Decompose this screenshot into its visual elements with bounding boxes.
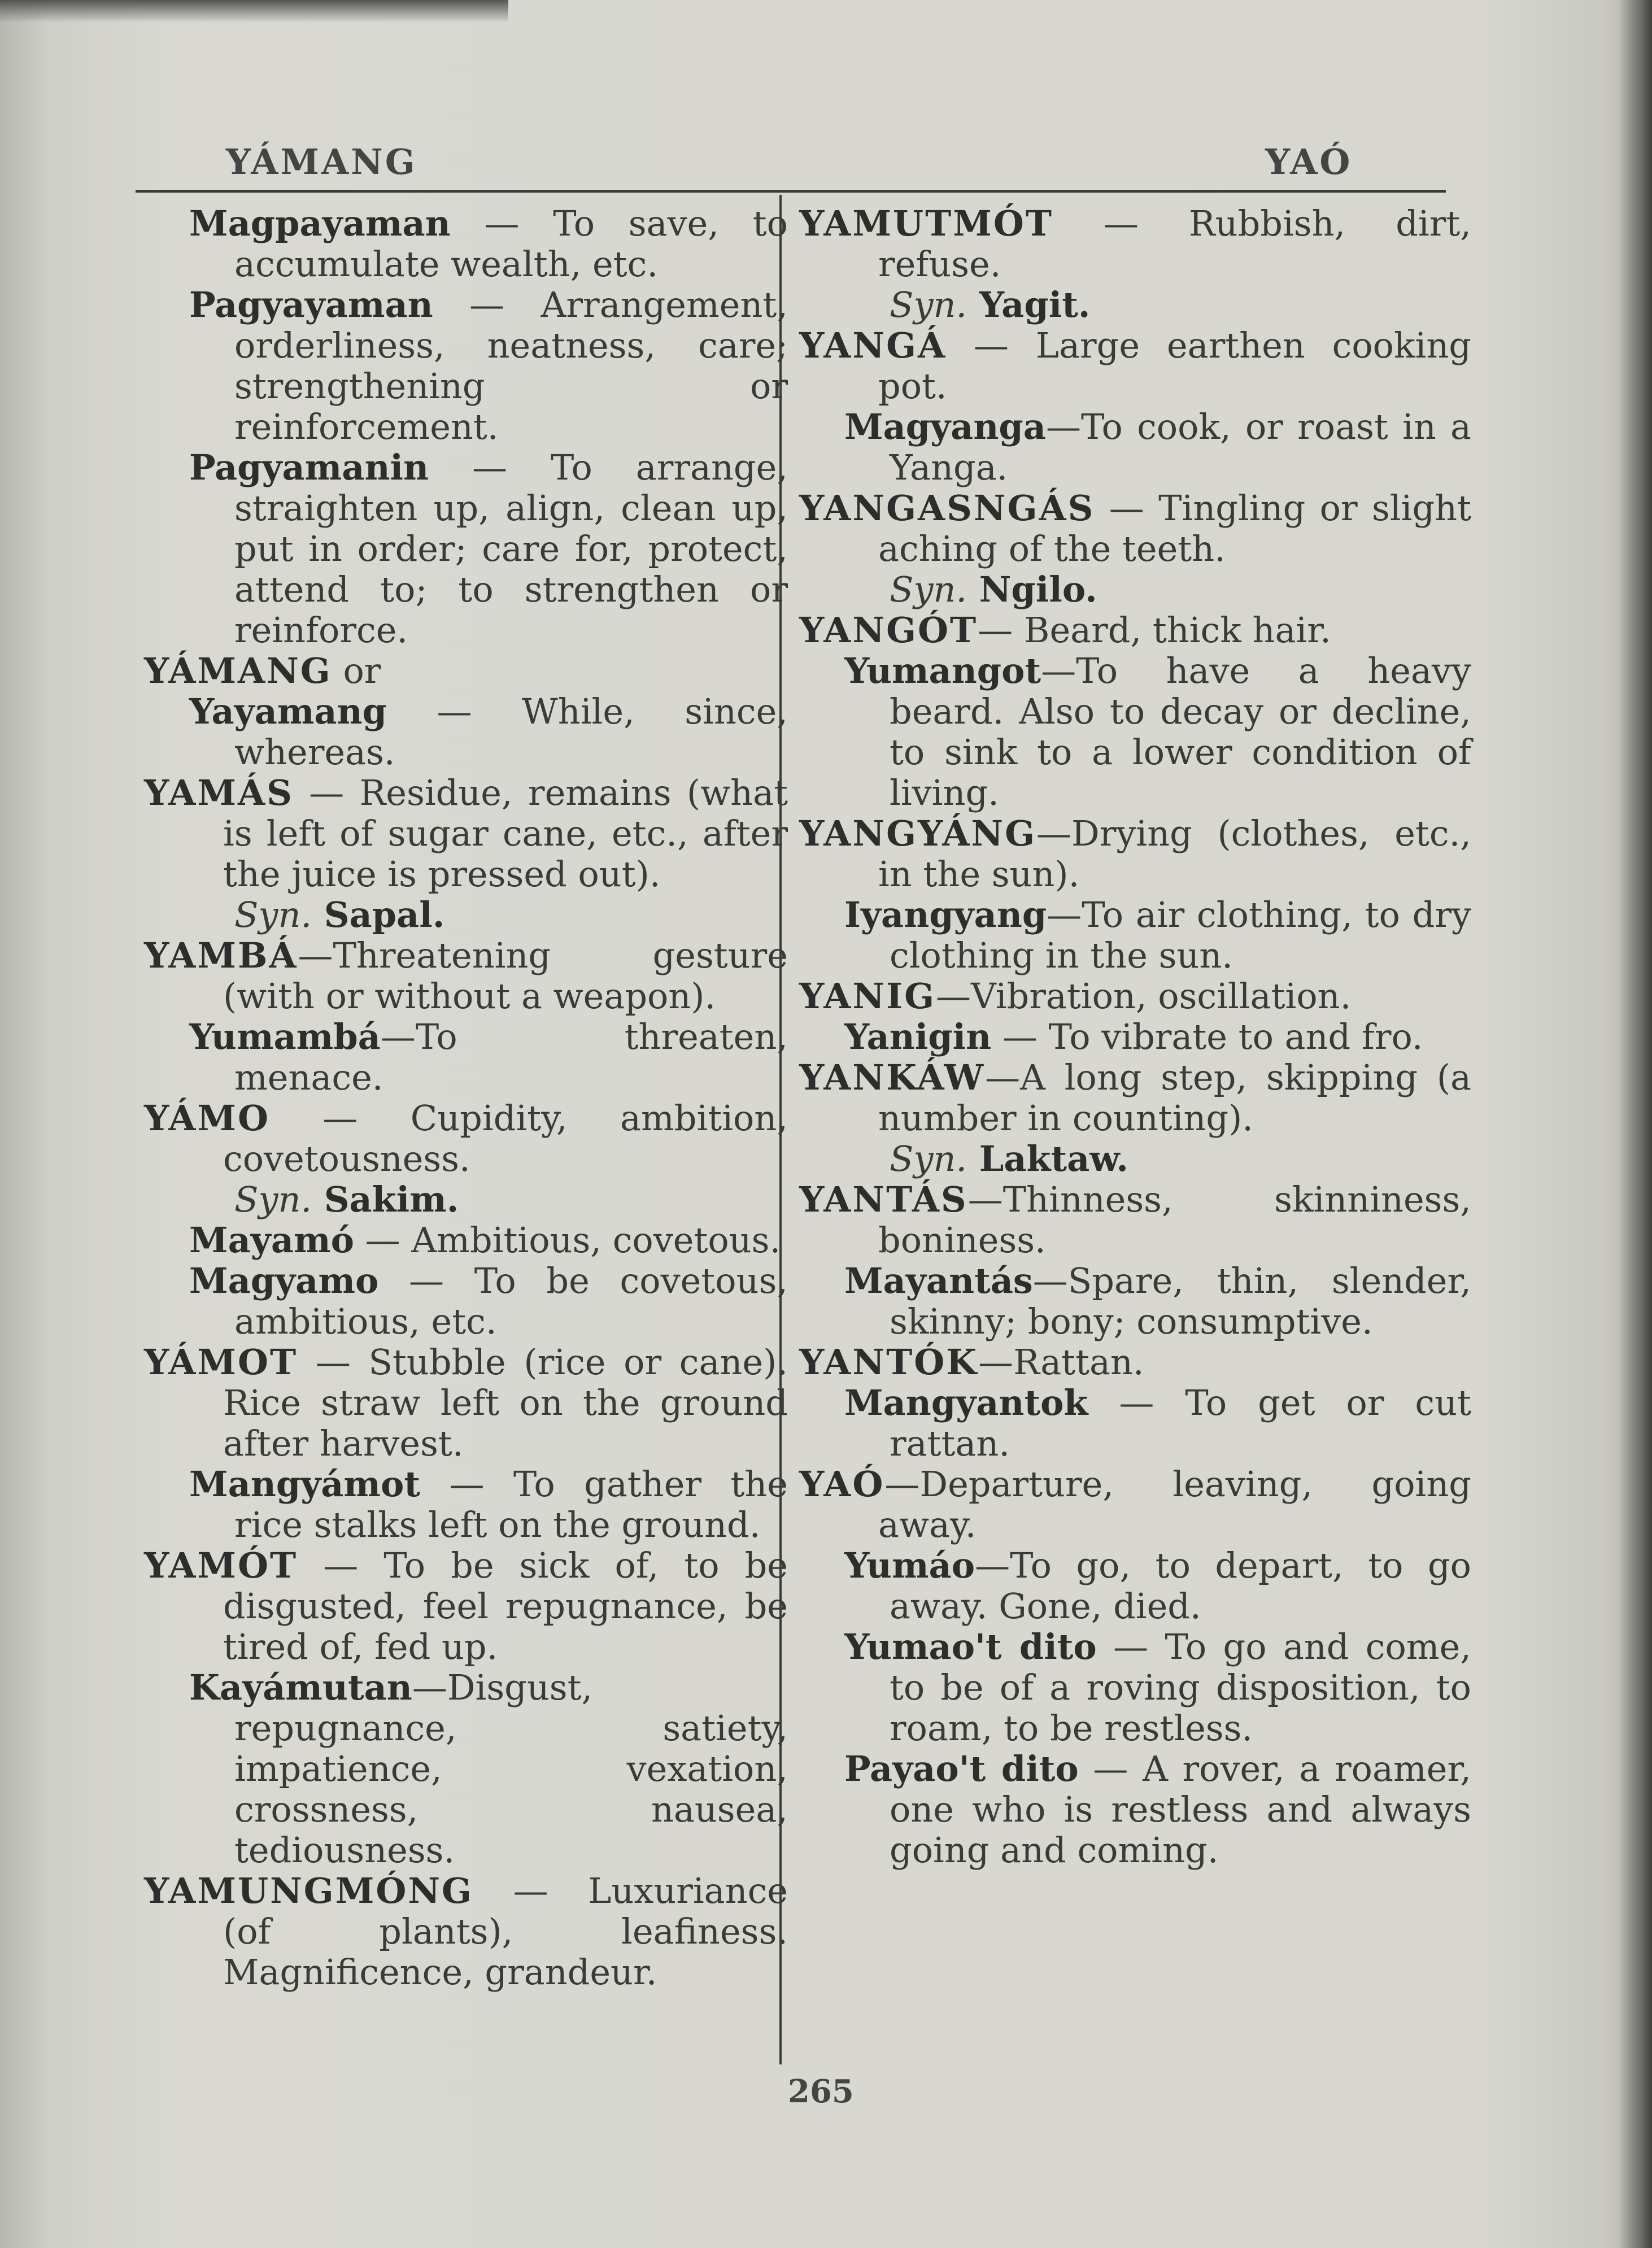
page-number: 265 [788,2073,854,2110]
subentry-word: Yumambá [189,1016,381,1057]
definition: — To arrange, straighten up, align, clean up, put in order; care for, protect, attend to; to strengthen or reinforce. [234,447,788,651]
dictionary-subentry [144,203,788,285]
definition: —A long step, skipping (a number in counting). [878,1057,1471,1139]
definition: —Thinness, skinniness, boniness. [878,1179,1471,1261]
subentry-word: Magyanga [844,406,1046,447]
subentry-word: Pagyamanin [189,447,429,488]
dictionary-entry [799,1464,1471,1545]
dictionary-subentry [799,1383,1471,1464]
definition: — To save, to accumulate wealth, etc. [234,203,788,285]
synonym-label: Syn. [890,1138,967,1179]
headword: YAÓ [799,1463,885,1505]
definition: — To get or cut rattan. [890,1382,1471,1464]
dictionary-subentry [144,285,788,447]
definition: — To gather the rice stalks left on the ground. [234,1463,788,1545]
dictionary-subentry [799,651,1471,813]
definition: —To cook, or roast in a Yanga. [890,406,1471,488]
headword: YAMBÁ [144,935,298,976]
dictionary-subentry [799,895,1471,976]
page-shadow-right [1618,0,1652,2248]
synonym-line [799,1139,1471,1179]
definition: —Departure, leaving, going away. [878,1463,1471,1545]
definition: —Threatening gesture (with or without a weapon). [223,935,788,1017]
headword: YAMUNGMÓNG [144,1870,473,1911]
synonym-label: Syn. [234,894,312,935]
definition: — Luxuriance (of plants), leafiness. Magnificence, grandeur. [223,1870,788,1993]
headword: YANGASNGÁS [799,487,1095,529]
definition: — To be sick of, to be disgusted, feel repugnance, be tired of, fed up. [223,1545,788,1667]
dictionary-subentry [144,1464,788,1545]
definition: — Ambitious, covetous. [354,1219,781,1261]
headword: YÁMO [144,1097,271,1139]
definition: —To have a heavy beard. Also to decay or decline, to sink to a lower condition of living. [890,650,1471,813]
definition: — Rubbish, dirt, refuse. [878,203,1471,285]
headword: YAMÁS [144,772,294,813]
definition: — A rover, a roamer, one who is restless and always going and coming. [890,1748,1471,1871]
synonym-word: Laktaw. [967,1138,1128,1179]
dictionary-subentry [799,1545,1471,1627]
headword: YANTÓK [799,1341,979,1383]
dictionary-entry [799,203,1471,285]
synonym-line [144,1179,788,1220]
synonym-word: Yagit. [967,284,1091,325]
headword: YANIG [799,975,936,1017]
headword: YANGÁ [799,325,947,366]
dictionary-subentry [144,447,788,651]
dictionary-entry [144,651,788,691]
definition: — While, since, whereas. [234,691,788,773]
dictionary-entry [799,1057,1471,1139]
dictionary-entry [799,488,1471,569]
dictionary-subentry [144,691,788,773]
synonym-label: Syn. [234,1179,312,1220]
headword: YANGYÁNG [799,813,1037,854]
headword: YÁMANG [144,650,332,691]
definition: — To be covetous, ambitious, etc. [234,1260,788,1342]
header-left-guideword: YÁMANG [226,141,417,182]
dictionary-entry [799,610,1471,651]
definition: — Stubble (rice or cane). Rice straw left on the ground after harvest. [223,1341,788,1464]
subentry-word: Magpayaman [189,203,451,244]
dictionary-entry [799,325,1471,407]
synonym-word: Sapal. [312,894,445,935]
dictionary-entry [144,1871,788,1993]
definition: — Tingling or slight aching of the teeth. [878,487,1471,569]
synonym-word: Sakim. [312,1179,459,1220]
dictionary-subentry [799,1627,1471,1749]
dictionary-entry [144,1342,788,1464]
subentry-word: Iyangyang [844,894,1047,935]
subentry-word: Mayantás [844,1260,1033,1301]
subentry-word: Mangyantok [844,1382,1088,1423]
headword: YAMUTMÓT [799,203,1054,244]
headword: YAMÓT [144,1545,298,1586]
left-column [144,203,788,1993]
right-column [799,203,1471,1871]
subentry-word: Yanigin [844,1016,992,1057]
dictionary-subentry [799,1749,1471,1871]
dictionary-subentry [144,1017,788,1098]
header-rule [136,190,1446,193]
synonym-line [799,285,1471,325]
subentry-word: Yumáo [844,1545,975,1586]
dictionary-entry [144,773,788,895]
definition: —Vibration, oscillation. [936,975,1352,1017]
definition: — Cupidity, ambition, covetousness. [223,1097,788,1179]
definition: — To go and come, to be of a roving disposition, to roam, to be restless. [890,1626,1471,1749]
synonym-line [144,895,788,935]
headword: YANGÓT [799,609,978,651]
definition: —Rattan. [978,1341,1144,1383]
header-right-guideword: YAÓ [1265,141,1353,182]
headword: YANTÁS [799,1179,968,1220]
subentry-word: Yayamang [189,691,387,732]
definition: — Beard, thick hair. [978,609,1331,651]
dictionary-entry [799,813,1471,895]
subentry-word: Yumao't dito [844,1626,1097,1667]
dictionary-entry [799,976,1471,1017]
dictionary-subentry [799,1261,1471,1342]
dictionary-subentry [144,1261,788,1342]
dictionary-entry [144,1545,788,1667]
definition: — Residue, remains (what is left of sugar cane, etc., after the juice is pressed out). [223,772,788,895]
headword: YÁMOT [144,1341,298,1383]
synonym-label: Syn. [890,569,967,610]
dictionary-subentry [144,1220,788,1261]
definition: —Spare, thin, slender, skinny; bony; consumptive. [890,1260,1471,1342]
definition: —To go, to depart, to go away. Gone, died. [890,1545,1471,1627]
dictionary-entry [799,1342,1471,1383]
definition: —To air clothing, to dry clothing in the sun. [890,894,1471,976]
synonym-word: Ngilo. [967,569,1097,610]
dictionary-entry [144,1098,788,1179]
subentry-word: Magyamo [189,1260,379,1301]
definition: — Arrangement, orderliness, neatness, care; strengthening or reinforcement. [234,284,788,447]
running-header [0,141,1652,186]
synonym-line [799,569,1471,610]
subentry-word: Pagyayaman [189,284,433,325]
dictionary-subentry [799,407,1471,488]
headword: YANKÁW [799,1057,986,1098]
definition: — To vibrate to and fro. [991,1016,1423,1057]
page-shadow-top [0,0,508,23]
subentry-word: Yumangot [844,650,1041,691]
definition: or [332,650,381,691]
subentry-word: Payao't dito [844,1748,1079,1789]
dictionary-subentry [144,1667,788,1871]
dictionary-subentry [799,1017,1471,1057]
subentry-word: Kayámutan [189,1667,412,1708]
definition: —Disgust, repugnance, satiety, impatience, vexation, crossness, nausea, tediousness. [234,1667,788,1871]
subentry-word: Mayamó [189,1219,354,1261]
definition: — Large earthen cooking pot. [878,325,1471,407]
subentry-word: Mangyámot [189,1463,421,1505]
definition: —Drying (clothes, etc., in the sun). [878,813,1471,895]
dictionary-entry [799,1179,1471,1261]
dictionary-entry [144,935,788,1017]
synonym-label: Syn. [890,284,967,325]
definition: —To threaten, menace. [234,1016,788,1098]
